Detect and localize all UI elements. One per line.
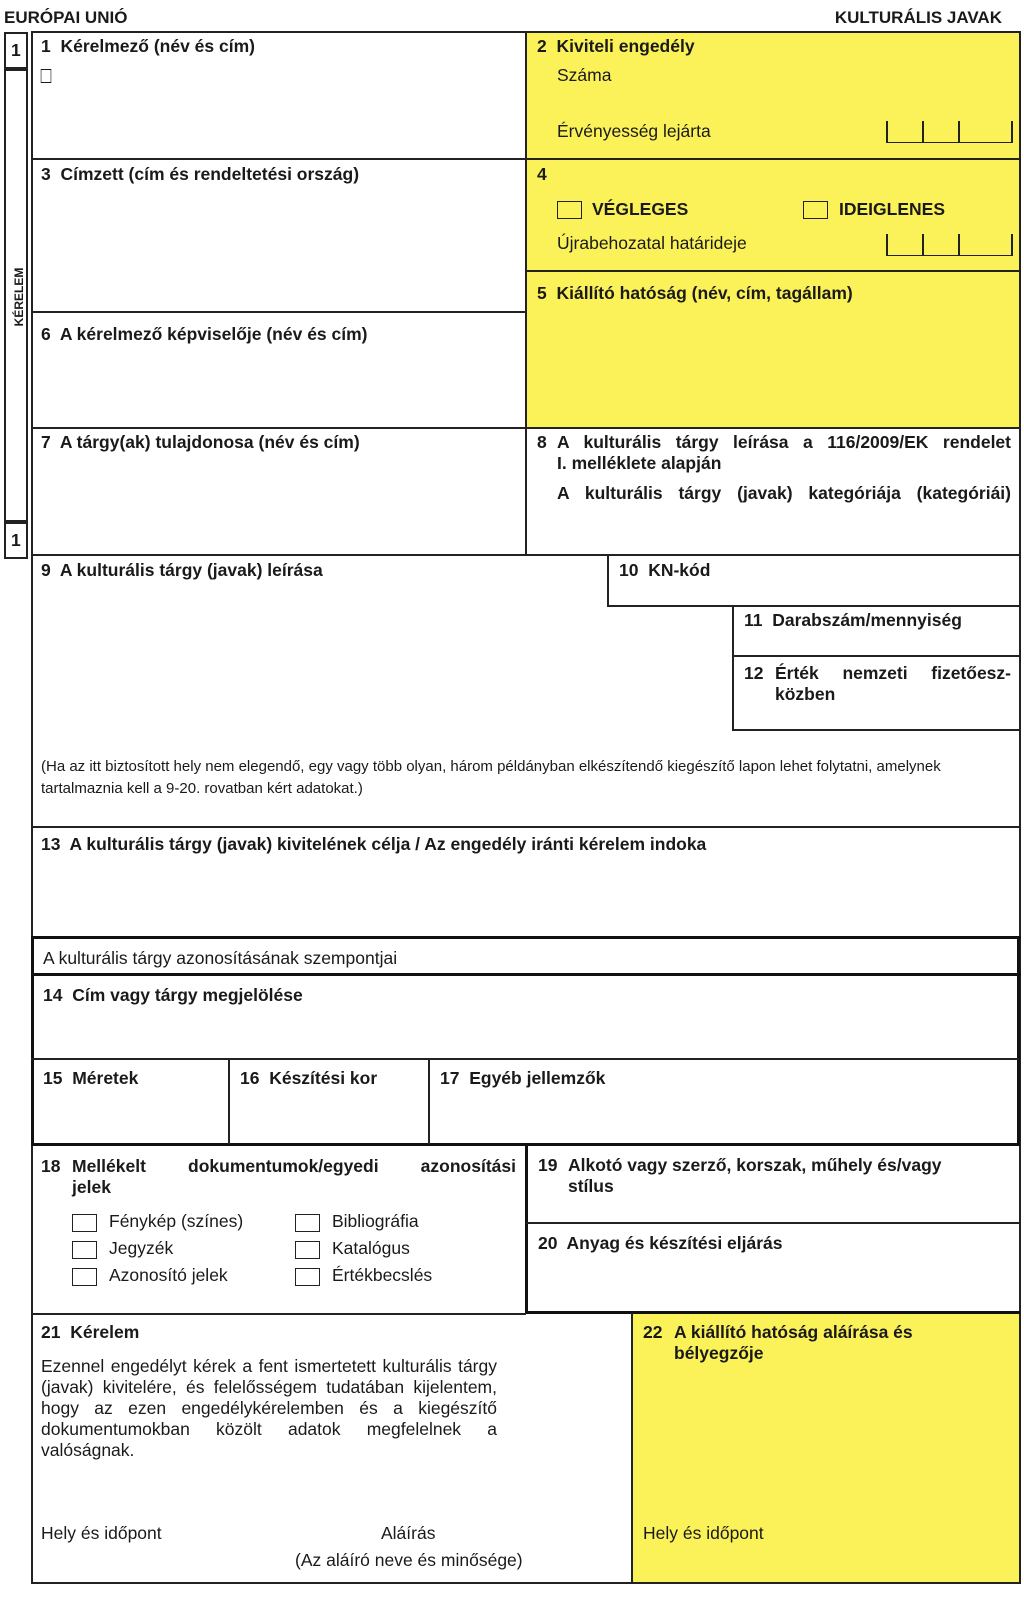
box11-label: 11 Darabszám/mennyiség [744, 610, 962, 630]
ident-title: A kulturális tárgy azonosításának szempontjai [43, 948, 398, 968]
box21-signature: Aláírás [381, 1523, 436, 1543]
box15-label: 15 Méretek [43, 1068, 139, 1088]
box21-place-date: Hely és időpont [41, 1523, 162, 1543]
box22-place-date: Hely és időpont [643, 1523, 764, 1543]
identifier-label: Azonosító jelek [109, 1265, 228, 1285]
header-left: EURÓPAI UNIÓ [4, 8, 128, 27]
box21-signer: (Az aláíró neve és minősége) [295, 1550, 523, 1570]
box8-category: A kulturális tárgy (javak) kategóriája (kategóriái) [557, 483, 1011, 503]
box14-label: 14 Cím vagy tárgy megjelölése [43, 985, 303, 1005]
box12-number: 12 [744, 663, 764, 683]
copy-number-bottom: 1 [11, 530, 21, 550]
box19-label: Alkotó vagy szerző, korszak, műhely és/vagy stílus [568, 1155, 942, 1196]
box3-label: 3 Címzett (cím és rendeltetési ország) [41, 164, 360, 184]
temporary-label: IDEIGLENES [839, 199, 945, 219]
bibliography-checkbox[interactable] [295, 1214, 320, 1232]
box21-declaration: Ezennel engedélyt kérek a fent ismertetett kulturális tárgy (javak) kivitelére, és felelősségem tudatában kijelentem, hogy az ezen engedélykérelemben és a kiegészítő dokumentumokban közölt adatok megfelelnek a valóságnak. [41, 1356, 497, 1460]
catalogue-label: Katalógus [332, 1238, 410, 1258]
list-checkbox[interactable] [72, 1241, 97, 1259]
identifier-checkbox[interactable] [72, 1268, 97, 1286]
list-label: Jegyzék [109, 1238, 174, 1258]
header-right: KULTURÁLIS JAVAK [834, 8, 1002, 27]
box10-label: 10 KN-kód [619, 560, 711, 580]
box4-number: 4 [537, 164, 547, 184]
issuer-area-top [526, 32, 1020, 428]
box12-label: Érték nemzeti fizetőesz- közben [775, 663, 1011, 704]
box6-label: 6 A kérelmező képviselője (név és cím) [41, 324, 368, 344]
reimport-date-field[interactable] [886, 234, 1013, 256]
box9-note: (Ha az itt biztosított hely nem elegendő, egy vagy több olyan, három példányban elkészítendő kiegészítő lapon lehet folytatni, amelynek tartalmaznia kell a 9-20. rovatban kért adatokat.) [41, 758, 941, 797]
box18-label: Mellékelt dokumentumok/egyedi azonosítási jelek [72, 1156, 516, 1197]
final-checkbox[interactable] [557, 201, 582, 219]
box2-label: 2 Kiviteli engedély [537, 36, 695, 56]
catalogue-checkbox[interactable] [295, 1241, 320, 1259]
box2-validity-label: Érvényesség lejárta [557, 121, 711, 141]
box9-label: 9 A kulturális tárgy (javak) leírása [41, 560, 323, 580]
photo-checkbox[interactable] [72, 1214, 97, 1232]
box8-label: A kulturális tárgy leírása a 116/2009/EK rendelet I. melléklete alapján [557, 432, 1011, 473]
box21-label: 21 Kérelem [41, 1322, 140, 1342]
photo-label: Fénykép (színes) [109, 1211, 244, 1231]
box22-number: 22 [643, 1322, 663, 1342]
box1-label: 1 Kérelmező (név és cím) [41, 36, 255, 56]
validity-date-field[interactable] [886, 121, 1013, 143]
box18-number: 18 [41, 1156, 61, 1176]
bibliography-label: Bibliográfia [332, 1211, 419, 1231]
side-vertical-label: KÉRELEM [12, 267, 26, 327]
valuation-checkbox[interactable] [295, 1268, 320, 1286]
box22-label: A kiállító hatóság aláírása és bélyegzője [674, 1322, 913, 1363]
final-label: VÉGLEGES [592, 199, 689, 219]
box2-number-label: Száma [557, 65, 612, 85]
box5-label: 5 Kiállító hatóság (név, cím, tagállam) [537, 283, 853, 303]
box16-label: 16 Készítési kor [240, 1068, 378, 1088]
box20-label: 20 Anyag és készítési eljárás [538, 1233, 783, 1253]
copy-number-top: 1 [11, 40, 21, 60]
box1-symbol: ⎕ [40, 64, 52, 88]
valuation-label: Értékbecslés [332, 1265, 433, 1285]
box13-label: 13 A kulturális tárgy (javak) kivitelének célja / Az engedély iránti kérelem indoka [41, 834, 707, 854]
box19-number: 19 [538, 1155, 558, 1175]
box7-label: 7 A tárgy(ak) tulajdonosa (név és cím) [41, 432, 360, 452]
temporary-checkbox[interactable] [803, 201, 828, 219]
box8-number: 8 [537, 432, 547, 452]
reimport-label: Újrabehozatal határideje [557, 233, 747, 253]
box17-label: 17 Egyéb jellemzők [440, 1068, 606, 1088]
